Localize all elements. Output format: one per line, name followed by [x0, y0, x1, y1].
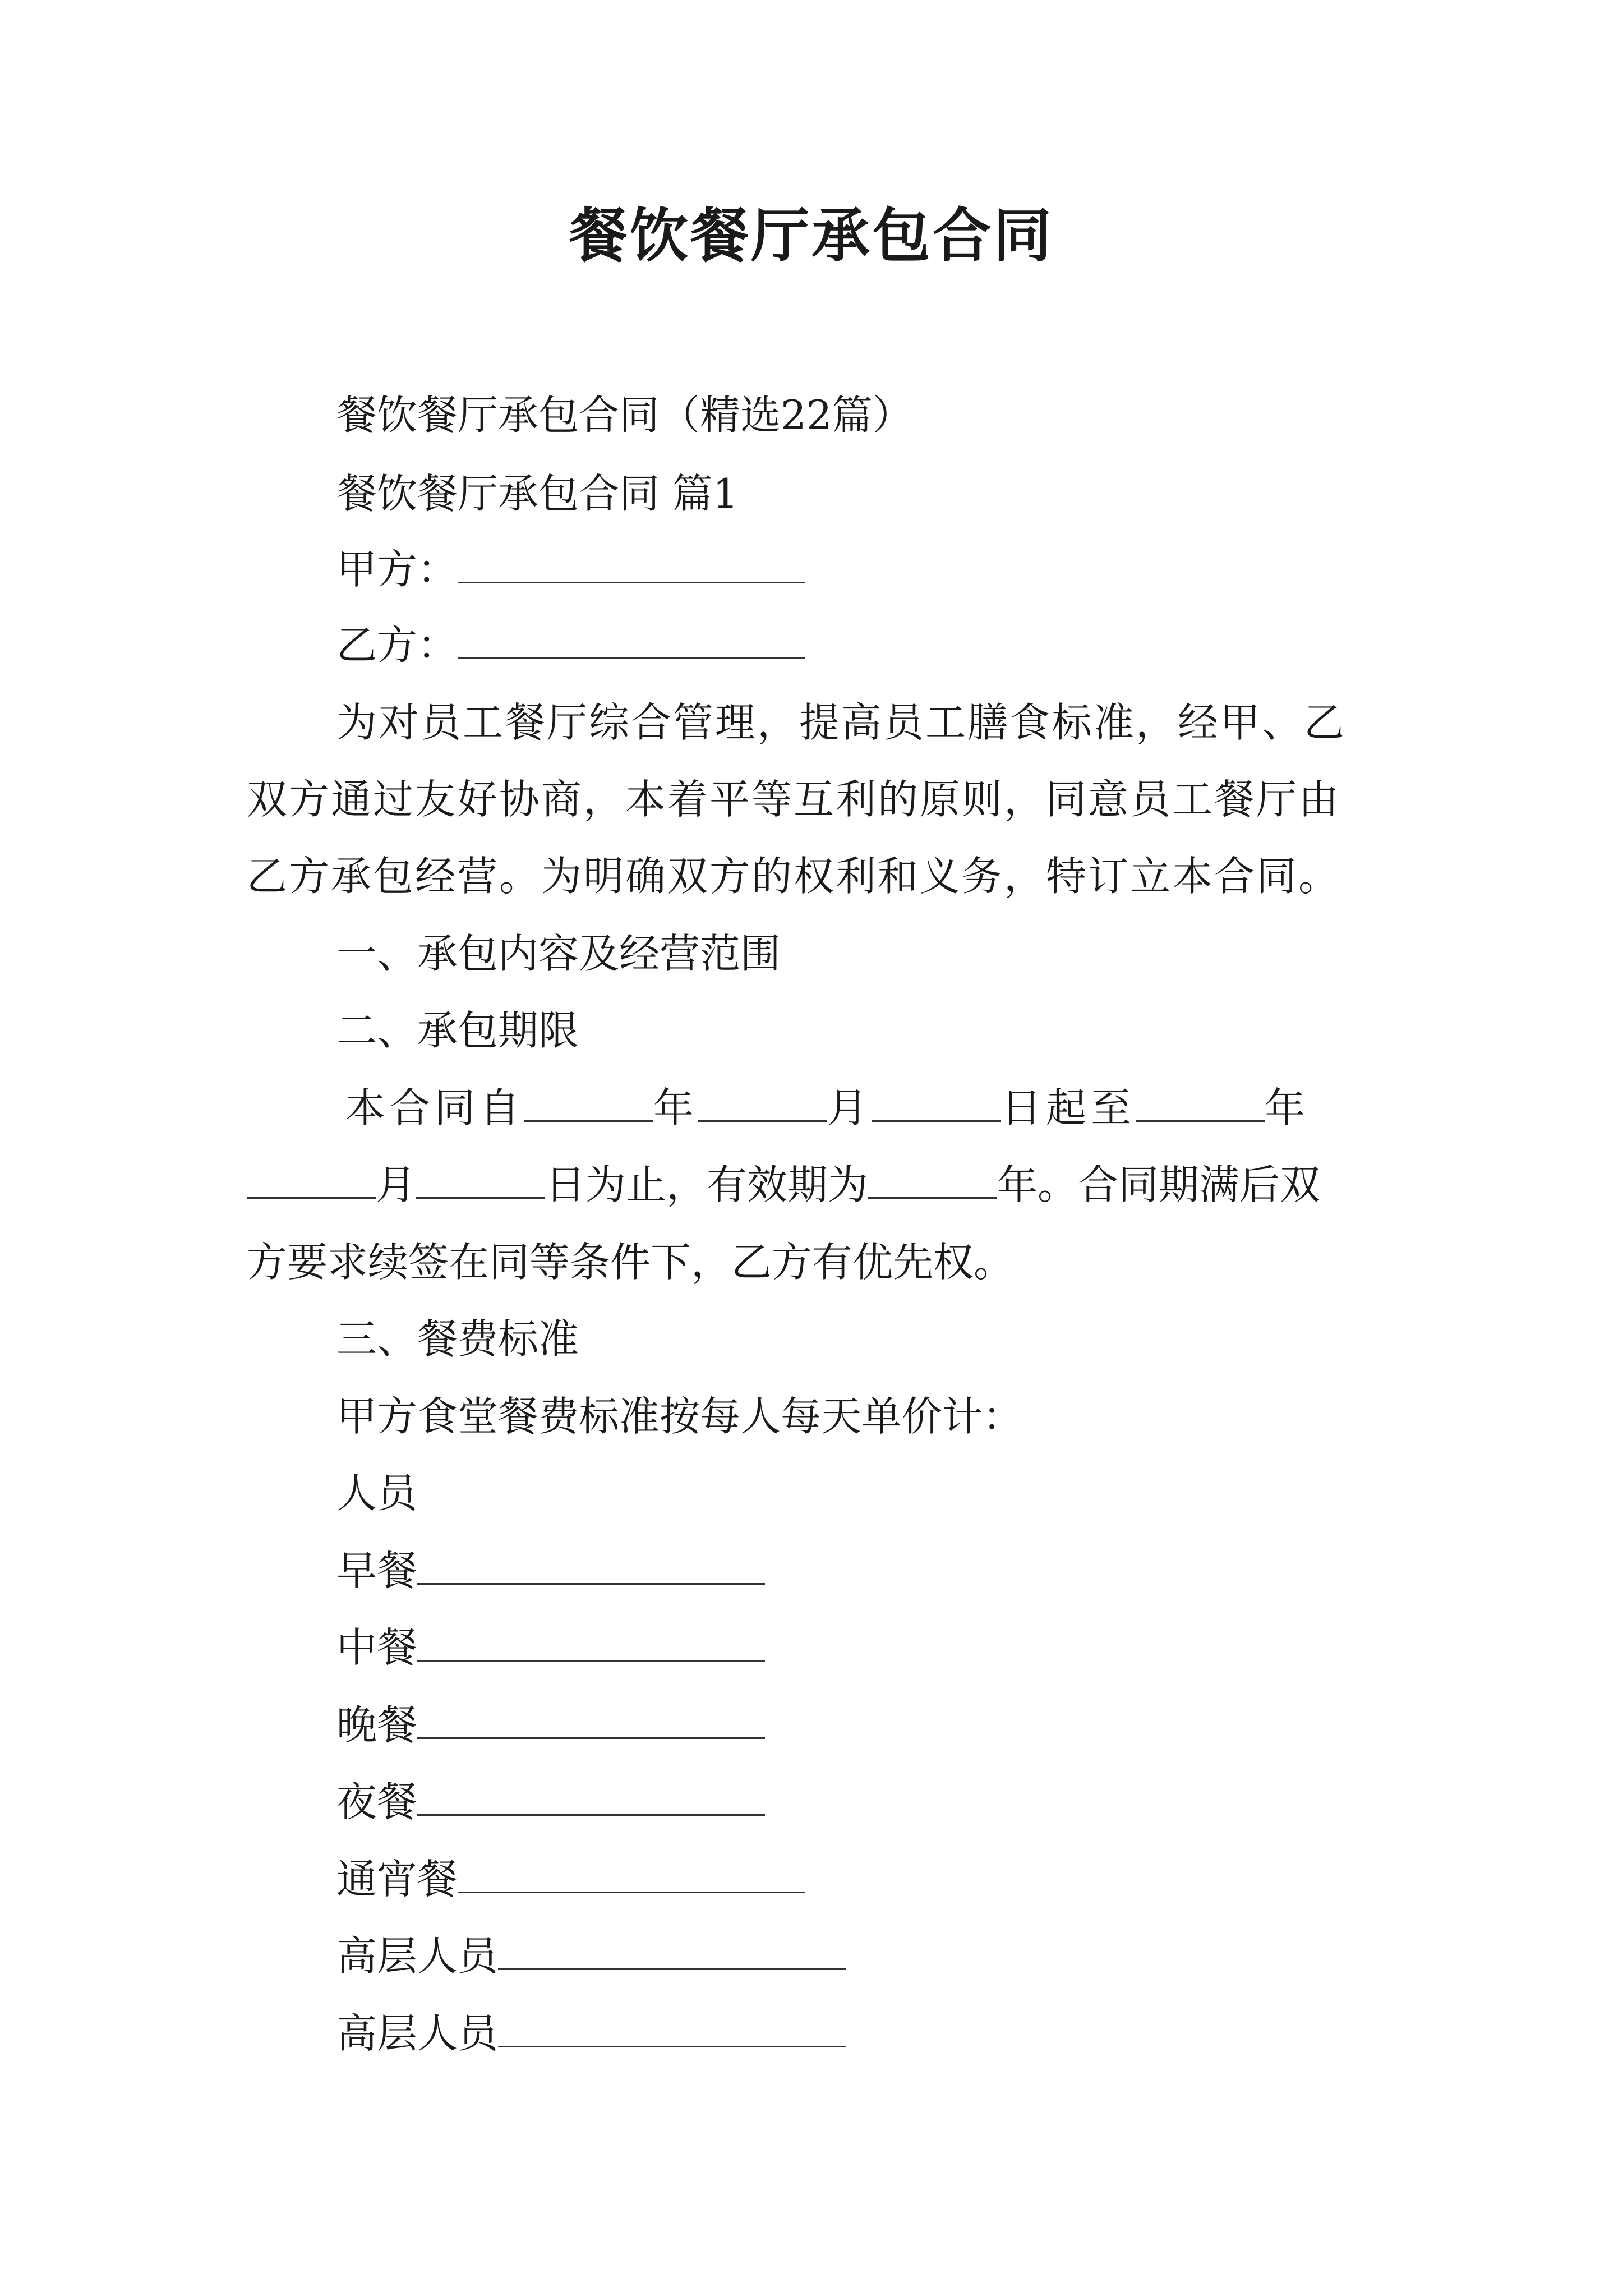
meal-row-overnight	[336, 1851, 805, 1907]
party-a-blank	[458, 542, 805, 583]
term-line-2	[247, 1157, 1320, 1213]
meal-label: 早餐	[336, 1547, 418, 1594]
term-day-blank-1	[872, 1081, 1001, 1122]
meal-blank	[417, 1775, 765, 1816]
meal-row-senior-2	[336, 2005, 846, 2062]
party-b-line	[336, 617, 805, 673]
term-month-blank-1	[698, 1081, 827, 1122]
term-duration-blank	[868, 1158, 997, 1199]
meal-label: 夜餐	[336, 1778, 418, 1825]
term-year-3: 年。合同期满后双	[997, 1161, 1321, 1208]
section-2-heading: 二、承包期限	[336, 1007, 579, 1054]
meal-blank	[417, 1698, 765, 1739]
meal-row-lunch	[336, 1619, 765, 1676]
meal-blank	[417, 1544, 765, 1585]
meal-label: 中餐	[336, 1624, 418, 1671]
section-3-heading: 三、餐费标准	[336, 1315, 579, 1363]
meal-row-senior-1	[336, 1928, 846, 1984]
intro-line-1: 为对员工餐厅综合管理，提高员工膳食标准，经甲、乙	[336, 699, 1347, 746]
personnel-label: 人员	[336, 1470, 418, 1517]
term-year-2: 年	[1265, 1084, 1310, 1131]
meal-label: 高层人员	[336, 2010, 499, 2057]
meal-label: 高层人员	[336, 1932, 499, 1980]
term-year-blank-1	[524, 1081, 653, 1122]
term-day-end: 日为止，有效期为	[545, 1161, 869, 1208]
meal-blank	[417, 1621, 765, 1662]
term-line-3: 方要求续签在同等条件下，乙方有优先权。	[247, 1239, 1015, 1286]
meal-row-breakfast	[336, 1543, 765, 1599]
meal-row-dinner	[336, 1697, 765, 1753]
intro-line-2: 双方通过友好协商，本着平等互利的原则，同意员工餐厅由	[247, 776, 1341, 823]
term-from: 本合同自	[345, 1084, 525, 1131]
document-title: 餐饮餐厅承包合同	[569, 201, 1054, 270]
section-1-heading: 一、承包内容及经营范围	[336, 930, 781, 977]
chapter-heading: 餐饮餐厅承包合同 篇1	[336, 470, 739, 517]
term-line-1	[345, 1080, 1310, 1136]
fee-intro: 甲方食堂餐费标准按每人每天单价计：	[336, 1393, 1023, 1440]
term-day-blank-2	[416, 1158, 545, 1199]
party-a-line	[336, 541, 805, 597]
meal-blank	[498, 2007, 846, 2047]
meal-blank	[498, 1929, 846, 1970]
intro-line-3: 乙方承包经营。为明确双方的权利和义务，特订立本合同。	[247, 853, 1341, 900]
meal-label: 晚餐	[336, 1701, 418, 1749]
meal-label: 通宵餐	[336, 1856, 458, 1903]
term-year-blank-2	[1136, 1081, 1265, 1122]
document-subtitle: 餐饮餐厅承包合同（精选22篇）	[336, 392, 913, 439]
party-b-blank	[458, 618, 805, 659]
meal-blank	[458, 1852, 805, 1893]
term-month-2: 月	[376, 1161, 417, 1208]
term-year-1: 年	[653, 1084, 699, 1131]
meal-row-night	[336, 1774, 765, 1830]
term-until: 日起至	[1001, 1084, 1136, 1131]
term-month-blank-2	[247, 1158, 376, 1199]
party-b-label: 乙方：	[336, 622, 458, 669]
party-a-label: 甲方：	[336, 546, 458, 593]
term-month-1: 月	[827, 1084, 873, 1131]
